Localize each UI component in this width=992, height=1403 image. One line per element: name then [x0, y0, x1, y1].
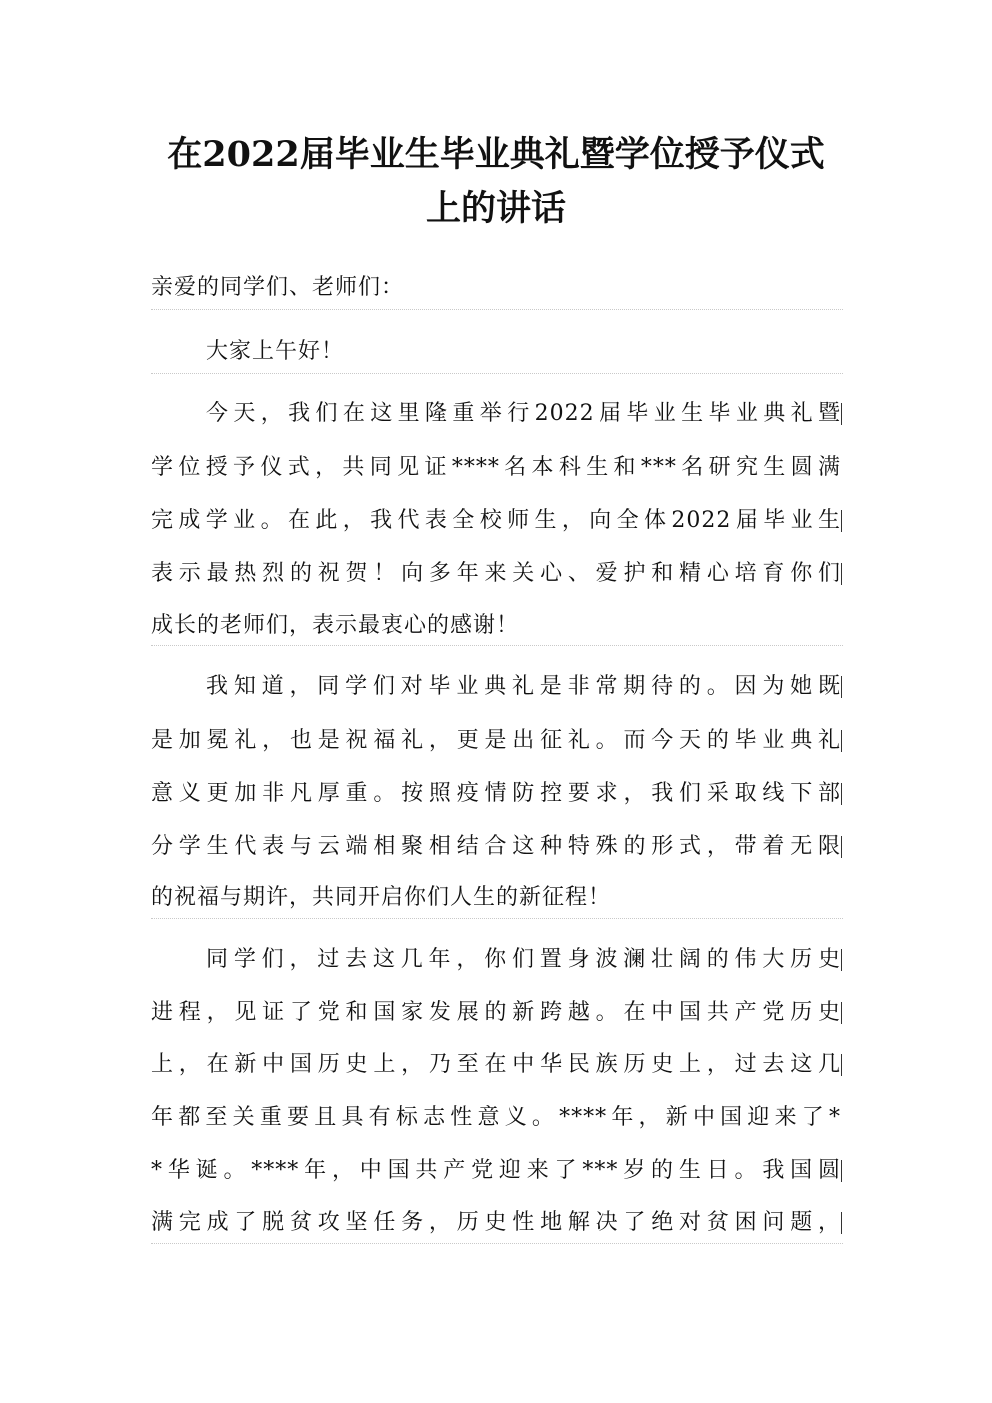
paragraph-3-line: 进程，见证了党和国家发展的新跨越。在中国共产党历史 — [151, 1000, 841, 1025]
paragraph-divider — [151, 373, 843, 374]
paragraph-1-line: 完成学业。在此，我代表全校师生，向全体2022届毕业生 — [151, 508, 841, 533]
line-end-marker — [841, 563, 842, 585]
paragraph-3-line: 同学们，过去这几年，你们置身波澜壮阔的伟大历史 — [206, 947, 841, 972]
paragraph-1-line: 成长的老师们，表示最衷心的感谢！ — [151, 613, 520, 638]
paragraph-1-line: 表示最热烈的祝贺！向多年来关心、爱护和精心培育你们 — [151, 561, 841, 586]
paragraph-divider — [151, 309, 843, 310]
paragraph-2-line: 我知道，同学们对毕业典礼是非常期待的。因为她既 — [206, 674, 841, 699]
line-end-marker — [841, 1212, 842, 1234]
line-end-marker — [841, 730, 842, 752]
document-title-line-1: 在2022届毕业生毕业典礼暨学位授予仪式 — [167, 134, 825, 175]
line-end-marker — [841, 949, 842, 971]
paragraph-3-line: 满完成了脱贫攻坚任务，历史性地解决了绝对贫困问题， — [151, 1210, 841, 1235]
line-end-marker — [841, 783, 842, 805]
paragraph-divider — [151, 645, 843, 646]
document-title-line-2: 上的讲话 — [425, 188, 566, 229]
line-end-marker — [841, 1160, 842, 1182]
line-end-marker — [841, 1054, 842, 1076]
paragraph-3-line: 年都至关重要且具有标志性意义。****年，新中国迎来了* — [151, 1105, 841, 1130]
line-end-marker — [841, 510, 842, 532]
greeting: 大家上午好！ — [206, 339, 345, 364]
paragraph-2-line: 是加冕礼，也是祝福礼，更是出征礼。而今天的毕业典礼 — [151, 728, 841, 753]
paragraph-1-line: 今天，我们在这里隆重举行2022届毕业生毕业典礼暨 — [206, 401, 841, 426]
salutation: 亲爱的同学们、老师们： — [151, 275, 405, 300]
paragraph-2-line: 的祝福与期许，共同开启你们人生的新征程！ — [151, 885, 612, 910]
line-end-marker — [841, 1002, 842, 1024]
paragraph-1-line: 学位授予仪式，共同见证****名本科生和***名研究生圆满 — [151, 455, 841, 480]
paragraph-2-line: 分学生代表与云端相聚相结合这种特殊的形式，带着无限 — [151, 834, 841, 859]
paragraph-2-line: 意义更加非凡厚重。按照疫情防控要求，我们采取线下部 — [151, 781, 841, 806]
line-end-marker — [841, 403, 842, 425]
paragraph-3-line: 上，在新中国历史上，乃至在中华民族历史上，过去这几 — [151, 1052, 841, 1077]
line-end-marker — [841, 836, 842, 858]
paragraph-divider — [151, 1243, 843, 1244]
line-end-marker — [841, 676, 842, 698]
paragraph-3-line: *华诞。****年，中国共产党迎来了***岁的生日。我国圆 — [151, 1158, 841, 1183]
paragraph-divider — [151, 918, 843, 919]
